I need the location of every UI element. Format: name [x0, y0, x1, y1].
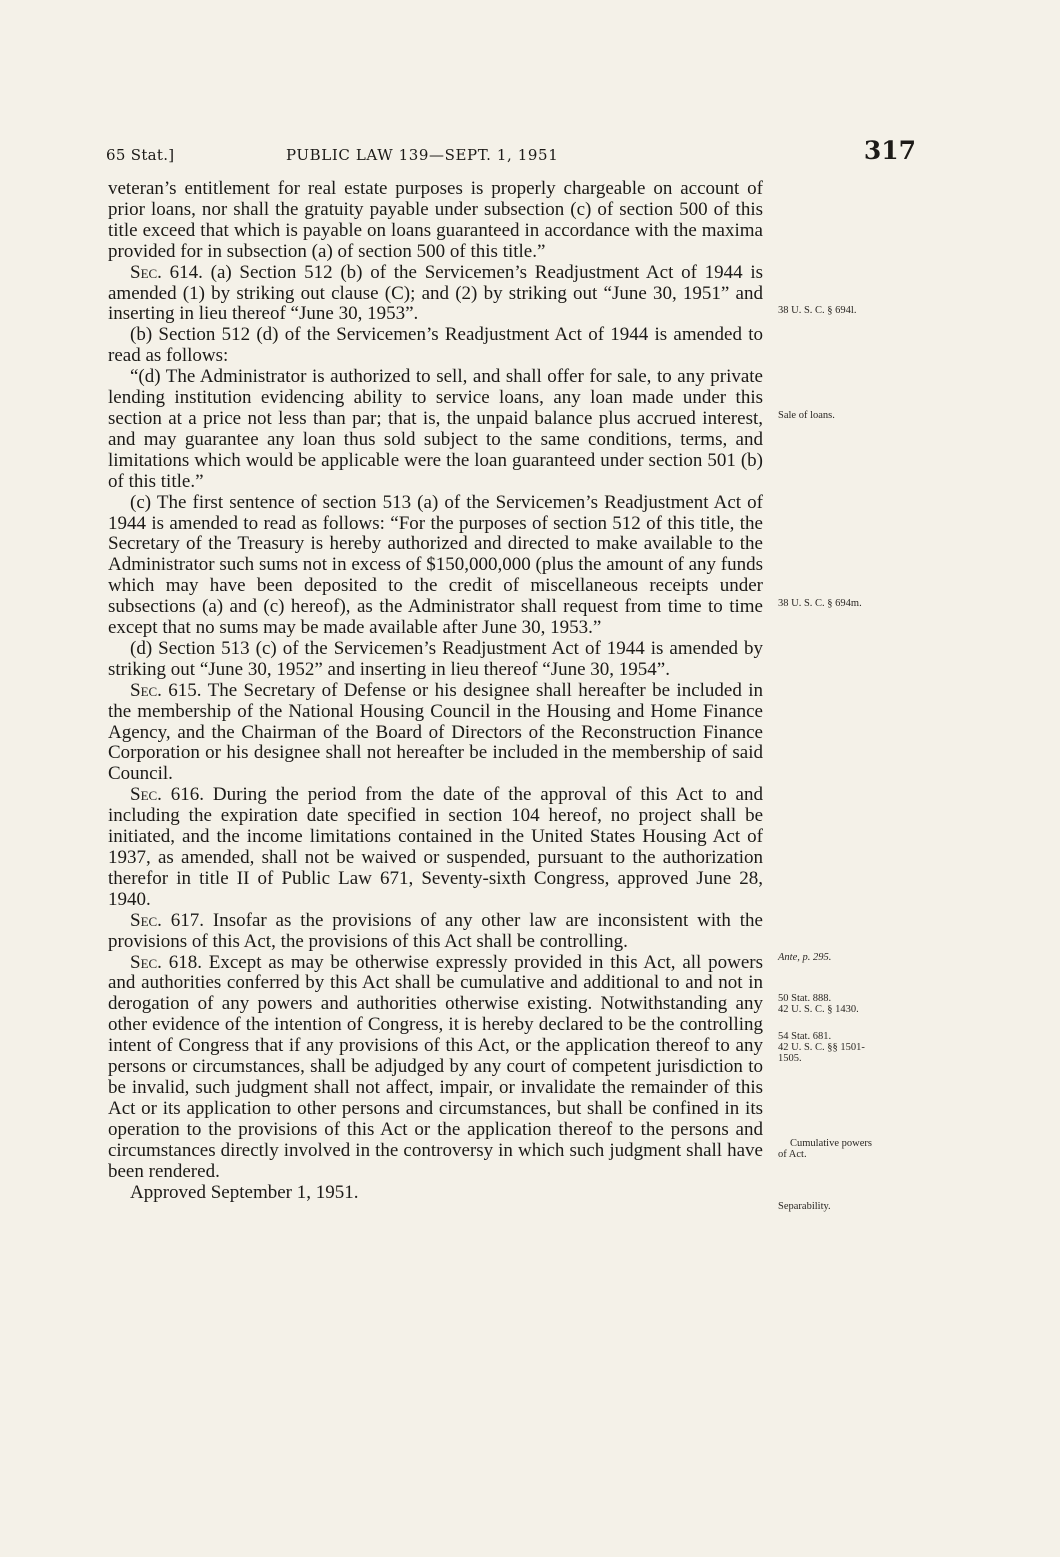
section-label: Sec. 616. — [130, 784, 205, 806]
paragraph-text: veteran’s entitlement for real estate purposes is properly chargeable on account of prior loans, nor shall the gratuity payable under subsection (c) of section 500 of this title exceed that which is payable on loans guaranteed in accordance with the maxima provided for in subsection (a) of section 500 of this title.” — [108, 178, 763, 262]
body-text — [108, 179, 763, 1203]
volume-reference: 65 Stat.] — [106, 146, 175, 164]
page-number: 317 — [863, 136, 916, 165]
sidenote-text: of Act. — [778, 1149, 807, 1160]
paragraph-text: The Secretary of Defense or his designee shall hereafter be included in the membership of the National Housing Council in the Housing and Home Finance Agency, and the Chairman of the Board of Directors of the Reconstruction Finance Corporation or his designee shall not hereafter be included in the membership of said Council. — [108, 679, 764, 785]
section-label: Sec. 617. — [130, 909, 205, 931]
paragraph — [108, 639, 763, 681]
running-title: PUBLIC LAW 139—SEPT. 1, 1951 — [286, 146, 559, 164]
margin-sidenote — [778, 1138, 928, 1160]
paragraph-text: (a) Section 512 (b) of the Servicemen’s Readjustment Act of 1944 is amended (1) by striking out clause (C); and (2) by striking out “June 30, 1951” and inserting in lieu thereof “June 30, 1953”. — [108, 261, 763, 325]
citation-text: 1505. — [778, 1053, 802, 1064]
section-label: Sec. 618. — [130, 951, 202, 973]
section-label: Sec. 614. — [130, 261, 203, 283]
citation-text: 54 Stat. 681. — [778, 1031, 832, 1042]
section-617 — [108, 911, 763, 953]
approval-line — [108, 1183, 763, 1204]
paragraph — [108, 367, 763, 492]
margin-citation — [778, 952, 928, 963]
paragraph — [108, 325, 763, 367]
page-header — [106, 136, 916, 180]
sidenote-text: Separability. — [778, 1201, 831, 1212]
section-618 — [108, 953, 763, 1183]
section-615 — [108, 681, 763, 786]
sidenote-text: Cumulative powers — [790, 1138, 872, 1149]
citation-text: 42 U. S. C. § 1430. — [778, 1004, 859, 1015]
paragraph-text: During the period from the date of the approval of this Act to and including the expiration date specified in section 104 hereof, no project shall be initiated, and the income limitations contained in the United States Housing Act of 1937, as amended, shall not be waived or suspended, pursuant to the authorization therefor in title II of Public Law 671, Seventy-sixth Congress, approved June 28, 1940. — [108, 784, 763, 910]
sidenote-text: Sale of loans. — [778, 410, 835, 421]
paragraph-text: “(d) The Administrator is authorized to sell, and shall offer for sale, to any private lending institution evidencing ability to service loans, any loan made under this section at a price not less than par; that is, the unpaid balance plus accrued interest, and may guarantee any loan thus sold subject to the same conditions, terms, and limitations which would be applicable were the loan guaranteed under section 501 (b) of this title.” — [108, 366, 763, 492]
paragraph-text: (c) The first sentence of section 513 (a) of the Servicemen’s Readjustment Act of 1944 is amended to read as follows: “For the purposes of section 512 of this title, the Secretary of the Treasury is hereby authorized and directed to make available to the Administrator such sums not in excess of $150,000,000 (plus the amount of any funds which may have been deposited to the credit of miscellaneous receipts under subsections (a) and (c) hereof), as the Administrator shall request from time to time except that no sums may be made available after June 30, 1953.” — [108, 491, 763, 639]
paragraph-text: (d) Section 513 (c) of the Servicemen’s Readjustment Act of 1944 is amended by striking out “June 30, 1952” and inserting in lieu thereof “June 30, 1954”. — [108, 637, 763, 680]
section-label: Sec. 615. — [130, 679, 202, 701]
paragraph-text: Approved September 1, 1951. — [130, 1181, 359, 1203]
citation-text: 42 U. S. C. §§ 1501- — [778, 1042, 865, 1053]
paragraph — [108, 493, 763, 639]
margin-citation — [778, 1031, 928, 1064]
paragraph — [108, 179, 763, 263]
margin-citation — [778, 305, 928, 316]
margin-citation — [778, 993, 928, 1015]
paragraph-text: (b) Section 512 (d) of the Servicemen’s Readjustment Act of 1944 is amended to read as follows: — [108, 324, 763, 367]
citation-text: 38 U. S. C. § 694l. — [778, 305, 857, 316]
section-614 — [108, 263, 763, 326]
citation-text: 38 U. S. C. § 694m. — [778, 598, 862, 609]
paragraph-text: Except as may be otherwise expressly provided in this Act, all powers and authorities conferred by this Act shall be cumulative and additional to and not in derogation of any powers and authorities otherwise existing. Notwithstanding any other evidence of the intention of Congress, it is hereby declared to be the controlling intent of Congress that if any provisions of this Act, or the application thereof to any persons or circumstances, shall be adjudged by any court of competent jurisdiction to be invalid, such judgment shall not affect, impair, or invalidate the remainder of this Act or its application to other persons and circumstances, but shall be confined in its operation to the provisions of this Act or the application thereof to the persons and circumstances directly involved in the controversy in which such judgment shall have been rendered. — [108, 951, 763, 1182]
margin-sidenote — [778, 410, 928, 421]
citation-text: 50 Stat. 888. — [778, 993, 832, 1004]
section-616 — [108, 785, 763, 910]
paragraph-text: Insofar as the provisions of any other law are inconsistent with the provisions of this Act, the provisions of this Act shall be controlling. — [108, 909, 763, 952]
citation-text: Ante, p. 295. — [778, 952, 832, 963]
margin-sidenote — [778, 1201, 928, 1212]
margin-citation — [778, 598, 928, 609]
